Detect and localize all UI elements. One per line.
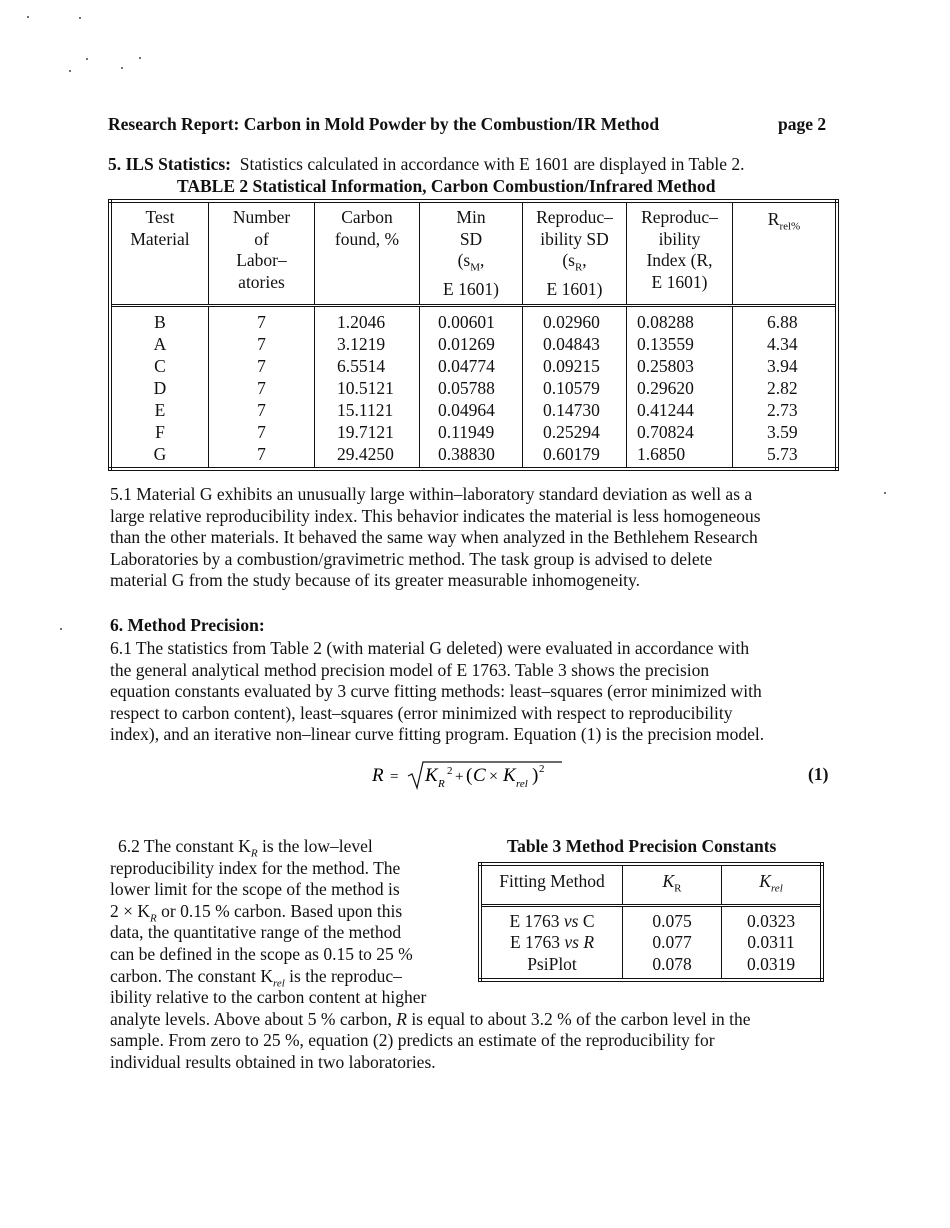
section-5-text: Statistics calculated in accordance with E 1601 are displayed in Table 2. bbox=[239, 154, 745, 174]
table-2-col-labs: 7 7 7 7 7 7 7 bbox=[209, 306, 315, 470]
table-3-col-krel: 0.0323 0.0311 0.0319 bbox=[722, 905, 823, 980]
svg-text:rel: rel bbox=[516, 778, 528, 790]
paragraph-6-2-line-1: 6.2 The constant $K_R$ is the low–level bbox=[118, 836, 373, 860]
table-2-header-cell: Carbon found, % bbox=[315, 201, 420, 306]
svg-text:×: × bbox=[489, 768, 499, 785]
paragraph-6-2-line-8: ibility relative to the carbon content at higher bbox=[110, 987, 427, 1007]
scan-speck bbox=[27, 16, 29, 18]
table-2-col-min-sd: 0.00601 0.01269 0.04774 0.05788 0.04964 0.11949 0.38830 bbox=[420, 306, 523, 470]
svg-text:): ) bbox=[532, 765, 539, 786]
table-3-col-kr: 0.075 0.077 0.078 bbox=[623, 905, 722, 980]
precision-equation bbox=[372, 758, 572, 792]
paragraph-6-2-line-10: sample. From zero to 25 %, equation (2) predicts an estimate of the reproducibility for bbox=[110, 1030, 715, 1050]
svg-text:2: 2 bbox=[447, 765, 453, 777]
table-2-header-cell: Reproduc– ibility SD ($s_R$, E 1601) bbox=[523, 201, 627, 306]
table-3-header-krel: $K_{rel}$ bbox=[722, 864, 823, 905]
svg-text:(: ( bbox=[466, 765, 473, 786]
svg-text:+: + bbox=[455, 769, 464, 785]
page-number: page 2 bbox=[778, 114, 827, 134]
svg-text:K: K bbox=[425, 765, 438, 786]
table-3-caption: Table 3 Method Precision Constants bbox=[507, 836, 777, 856]
paragraph-6-2-line-5: data, the quantitative range of the method bbox=[110, 922, 402, 942]
table-2-col-material: B A C D E F G bbox=[153, 312, 167, 464]
precision-equation-svg bbox=[372, 758, 572, 792]
table-2-col-carbon: 1.2046 3.1219 6.5514 10.5121 15.1121 19.7121 29.4250 bbox=[315, 306, 420, 470]
table-2-header-row bbox=[110, 201, 837, 306]
scan-speck bbox=[69, 70, 71, 72]
paragraph-6-2-line-11: individual results obtained in two laboratories. bbox=[110, 1052, 436, 1072]
report-title: Research Report: Carbon in Mold Powder by the Combustion/IR Method bbox=[108, 114, 660, 134]
table-2-header-cell: Test Material bbox=[110, 201, 209, 306]
paragraph-6-2-line-7: carbon. The constant $K_{rel}$ is the reproduc– bbox=[110, 966, 402, 990]
table-2-header-cell: Number of Labor– atories bbox=[209, 201, 315, 306]
section-5-intro bbox=[108, 154, 745, 176]
scan-speck bbox=[79, 17, 81, 19]
table-3-header-kr: $K_R$ bbox=[623, 864, 722, 905]
paragraph-5-1: 5.1 Material G exhibits an unusually large within–laboratory standard deviation as well as a large relative reproducibility index. This behavior indicates the material is less homogeneous than the other materials. It behaved the same way when analyzed in the Bethlehem Research Laboratories by a combustion/gravimetric method. The task group is advised to delete material G from the study because of its greater measurable inhomogeneity. bbox=[110, 484, 761, 591]
svg-text:=: = bbox=[390, 769, 399, 785]
table-2-header-cell: Min SD ($s_M$, E 1601) bbox=[420, 201, 523, 306]
paragraph-6-2-line-2: reproducibility index for the method. The bbox=[110, 858, 401, 878]
svg-text:R: R bbox=[438, 778, 445, 790]
paragraph-6-2-line-6: can be defined in the scope as 0.15 to 25 % bbox=[110, 944, 413, 964]
scan-speck bbox=[884, 492, 886, 494]
equation-number: (1) bbox=[808, 764, 829, 784]
table-2-col-repro-index: 0.08288 0.13559 0.25803 0.29620 0.41244 0.70824 1.6850 bbox=[627, 306, 733, 470]
table-3-col-method: E 1763 vs C E 1763 vs R PsiPlot bbox=[509, 910, 595, 974]
table-2-header-cell: $R_{rel\%}$ bbox=[733, 201, 838, 306]
table-3 bbox=[478, 862, 824, 982]
table-2-body bbox=[110, 306, 837, 470]
paragraph-6-2-line-3: lower limit for the scope of the method is bbox=[110, 879, 400, 899]
section-5-heading: 5. ILS Statistics: bbox=[108, 154, 231, 174]
svg-text:2: 2 bbox=[539, 763, 545, 775]
svg-text:R: R bbox=[372, 765, 384, 786]
paragraph-6-1: 6.1 The statistics from Table 2 (with material G deleted) were evaluated in accordance with the general analytical method precision model of E 1763. Table 3 shows the precision equation constants evaluated by 3 curve fitting methods: least–squares (error minimized with respect to carbon content), least–squares (error minimized with respect to reproducibility index), and an iterative non–linear curve fitting program. Equation (1) is the precision model. bbox=[110, 638, 765, 745]
table-2-caption: TABLE 2 Statistical Information, Carbon Combustion/Infrared Method bbox=[177, 176, 716, 196]
svg-text:C: C bbox=[473, 765, 486, 786]
section-6-heading: 6. Method Precision: bbox=[110, 615, 265, 635]
paragraph-6-2-line-4: $2 \times K_R$ or 0.15 % carbon. Based upon this bbox=[110, 901, 403, 925]
paragraph-6-2-line-9: analyte levels. Above about 5 % carbon, R is equal to about 3.2 % of the carbon level in the bbox=[110, 1009, 751, 1029]
scan-speck bbox=[139, 57, 141, 59]
svg-text:K: K bbox=[503, 765, 516, 786]
table-2-col-repro-sd: 0.02960 0.04843 0.09215 0.10579 0.14730 0.25294 0.60179 bbox=[523, 306, 627, 470]
scan-speck bbox=[121, 67, 123, 69]
table-3-body bbox=[480, 905, 822, 980]
scan-speck bbox=[86, 58, 88, 60]
table-3-header-method: Fitting Method bbox=[480, 864, 623, 905]
table-3-header-row bbox=[480, 864, 822, 905]
table-2-header-cell: Reproduc– ibility Index (R, E 1601) bbox=[627, 201, 733, 306]
table-2-col-rrel: 6.88 4.34 3.94 2.82 2.73 3.59 5.73 bbox=[733, 306, 838, 470]
scan-speck bbox=[60, 628, 62, 630]
table-2 bbox=[108, 199, 839, 471]
